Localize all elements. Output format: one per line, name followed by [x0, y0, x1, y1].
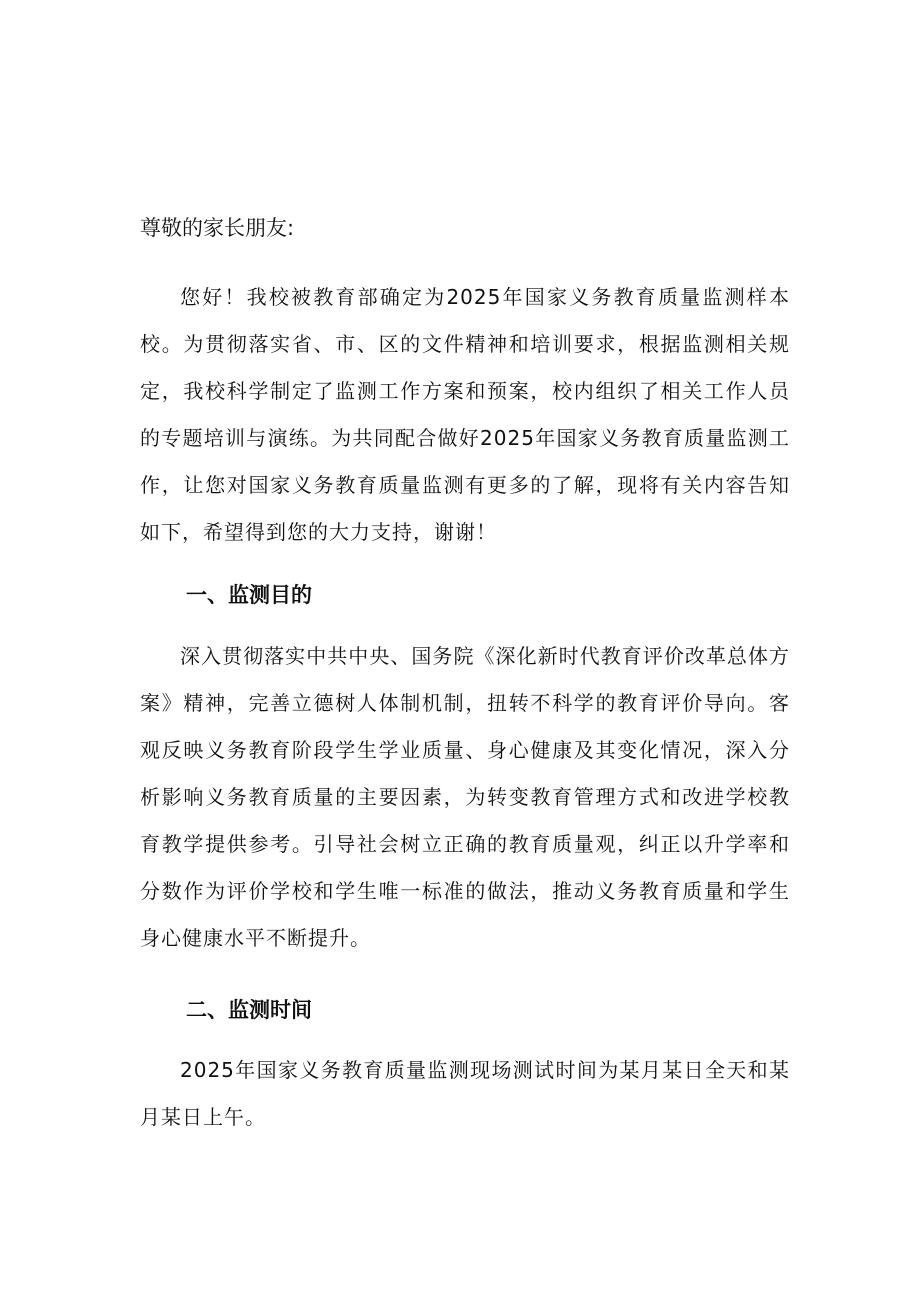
section-heading-time: 二、监测时间	[186, 998, 312, 1022]
section-body-purpose: 深入贯彻落实中共中央、国务院《深化新时代教育评价改革总体方案》精神，完善立德树人体制机制，扭转不科学的教育评价导向。客观反映义务教育阶段学生学业质量、身心健康及其变化情况，深入分析影响义务教育质量的主要因素，为转变教育管理方式和改进学校教育教学提供参考。引导社会树立正确的教育质量观，纠正以升学率和分数作为评价学校和学生唯一标准的做法，推动义务教育质量和学生身心健康水平不断提升。	[140, 644, 790, 950]
section-body-time: 2025年国家义务教育质量监测现场测试时间为某月某日全天和某月某日上午。	[140, 1058, 790, 1129]
section-heading-purpose: 一、监测目的	[186, 583, 312, 607]
salutation: 尊敬的家长朋友:	[140, 216, 295, 240]
intro-paragraph: 您好！我校被教育部确定为2025年国家义务教育质量监测样本校。为贯彻落实省、市、区的文件精神和培训要求，根据监测相关规定，我校科学制定了监测工作方案和预案，校内组织了相关工作人员的专题培训与演练。为共同配合做好2025年国家义务教育质量监测工作，让您对国家义务教育质量监测有更多的了解，现将有关内容告知如下，希望得到您的大力支持，谢谢！	[140, 285, 790, 544]
letter-page	[140, 210, 790, 1141]
